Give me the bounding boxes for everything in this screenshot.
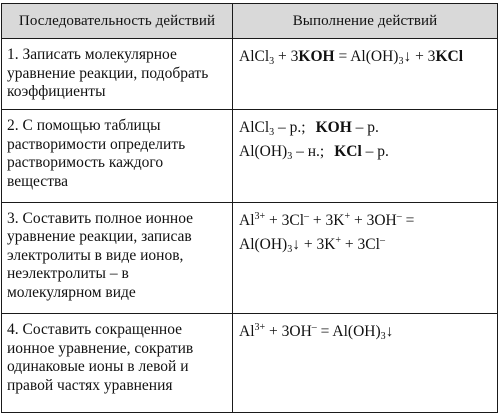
equation-cell <box>233 202 498 313</box>
step-cell: 4. Составить сокращенное ионное уравнение, сократив одинаковые ионы в левой и правой частях уравнения <box>2 314 233 413</box>
equation-cell <box>233 110 498 203</box>
full-ionic-line-2: $Al(OH)_3↓ + 3K^+ + 3Cl^-$ <box>239 234 385 255</box>
step-cell: 2. С помощью таблицы растворимости определить растворимость каждого вещества <box>2 110 233 203</box>
actions-table <box>1 3 498 413</box>
header-execution: Выполнение действий <box>233 4 498 39</box>
solubility-line-1: AlCl$_3$ – р.; KOH – р. <box>239 119 379 139</box>
precipitate-arrow-icon: ↓ <box>403 48 412 66</box>
solubility-line-2: $Al(OH)_3$ – н.; KCl – р. <box>239 143 389 163</box>
table-row <box>2 314 498 413</box>
table-row <box>2 39 498 110</box>
full-ionic-line-1: $Al^{3+} + 3Cl^- + 3K^+ + 3OH^-$ = <box>239 210 415 229</box>
equation-cell <box>233 314 498 413</box>
step-cell: 3. Составить полное ионное уравнение реакции, записав электролиты в виде ионов, неэлектролиты – в молекулярном виде <box>2 202 233 313</box>
table-row <box>2 202 498 313</box>
precipitate-arrow-icon: ↓ <box>385 323 394 341</box>
header-sequence: Последовательность действий <box>2 4 233 39</box>
short-ionic-equation: $Al^{3+} + 3OH^-$ = $Al(OH)_3↓$ <box>239 322 394 343</box>
table-row <box>2 110 498 203</box>
equation-cell <box>233 39 498 110</box>
molecular-equation: AlCl$_3$ + $3KOH = Al(OH)_3↓ + 3KCl$ <box>239 48 463 68</box>
step-cell: 1. Записать молекулярное уравнение реакции, подобрать коэффициенты <box>2 39 233 110</box>
table-header-row <box>2 4 498 39</box>
precipitate-arrow-icon: ↓ <box>292 235 300 253</box>
